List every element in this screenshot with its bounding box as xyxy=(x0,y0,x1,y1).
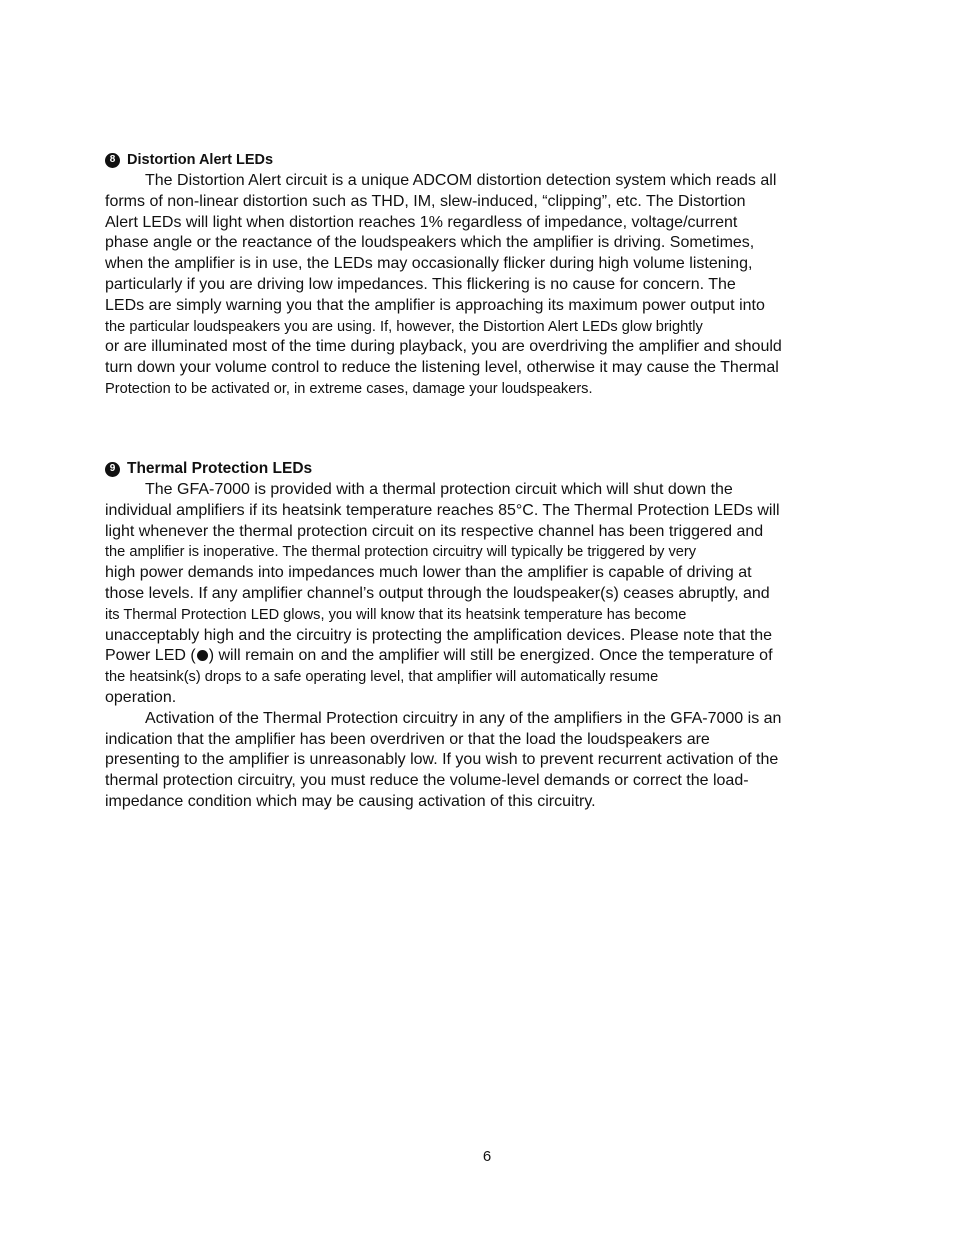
section-number-badge: 9 xyxy=(105,462,120,477)
section-distortion-alert xyxy=(105,149,857,400)
paragraph xyxy=(105,709,857,813)
text-line: operation. xyxy=(105,688,177,706)
text-line-power-led xyxy=(105,646,857,667)
text-line: individual amplifiers if its heatsink temperature reaches 85°C. The Thermal Protection LEDs will xyxy=(105,501,780,519)
text-line: those levels. If any amplifier channel’s output through the loudspeaker(s) ceases abruptly, and xyxy=(105,584,770,602)
text-line: LEDs are simply warning you that the amplifier is approaching its maximum power output into xyxy=(105,296,765,314)
text-line: high power demands into impedances much lower than the amplifier is capable of driving at xyxy=(105,564,752,582)
page-number: 6 xyxy=(482,1148,492,1165)
text-line: when the amplifier is in use, the LEDs may occasionally flicker during high volume listening, xyxy=(105,255,753,273)
paragraph xyxy=(105,171,857,400)
text-line: The GFA-7000 is provided with a thermal protection circuit which will shut down the xyxy=(145,481,733,498)
text-line: phase angle or the reactance of the loudspeakers which the amplifier is driving. Sometimes, xyxy=(105,234,755,252)
section-title: Thermal Protection LEDs xyxy=(127,460,313,477)
text-line: light whenever the thermal protection circuit on its respective channel has been triggered and xyxy=(105,522,764,540)
section-thermal-protection xyxy=(105,458,857,813)
section-number-badge: 8 xyxy=(105,153,120,168)
text-line: the heatsink(s) drops to a safe operating level, that amplifier will automatically resume xyxy=(105,669,659,686)
text-line: or are illuminated most of the time during playback, you are overdriving the amplifier and should xyxy=(105,338,782,356)
text-line: indication that the amplifier has been overdriven or that the load the loudspeakers are xyxy=(105,730,710,748)
text-line: particularly if you are driving low impedances. This flickering is no cause for concern. The xyxy=(105,275,736,293)
text-line: the amplifier is inoperative. The thermal protection circuitry will typically be triggered by very xyxy=(105,544,697,561)
power-line-before: Power LED ( xyxy=(105,647,196,665)
text-line: the particular loudspeakers you are using. If, however, the Distortion Alert LEDs glow brightly xyxy=(105,318,703,335)
text-line: turn down your volume control to reduce the listening level, otherwise it may cause the Thermal xyxy=(105,359,779,377)
paragraph xyxy=(105,480,857,709)
power-led-reference-icon xyxy=(197,650,208,661)
section-heading xyxy=(105,149,857,171)
text-line: Protection to be activated or, in extreme cases, damage your loudspeakers. xyxy=(105,380,593,397)
text-line: thermal protection circuitry, you must reduce the volume-level demands or correct the load- xyxy=(105,772,749,790)
section-title: Distortion Alert LEDs xyxy=(127,152,274,168)
text-line: Activation of the Thermal Protection circuitry in any of the amplifiers in the GFA-7000 is an xyxy=(145,709,782,727)
text-line: presenting to the amplifier is unreasonably low. If you wish to prevent recurrent activation of the xyxy=(105,751,779,769)
text-line: unacceptably high and the circuitry is protecting the amplification devices. Please note that the xyxy=(105,626,773,644)
section-heading xyxy=(105,458,857,480)
text-line: impedance condition which may be causing activation of this circuitry. xyxy=(105,792,596,810)
text-line: The Distortion Alert circuit is a unique ADCOM distortion detection system which reads all xyxy=(145,172,777,189)
text-line: Alert LEDs will light when distortion reaches 1% regardless of impedance, voltage/current xyxy=(105,213,738,231)
power-line-after: ) will remain on and the amplifier will still be energized. Once the temperature of xyxy=(208,647,773,665)
text-line: its Thermal Protection LED glows, you will know that its heatsink temperature has become xyxy=(105,606,687,623)
text-line: forms of non-linear distortion such as THD, IM, slew-induced, “clipping”, etc. The Distortion xyxy=(105,192,746,210)
